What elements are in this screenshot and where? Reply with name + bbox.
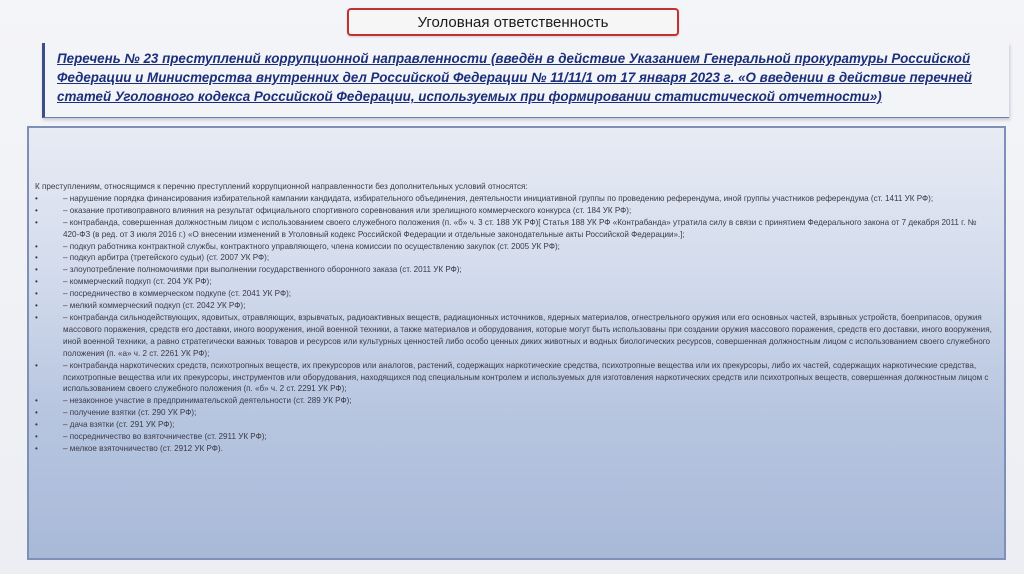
intro-text: К преступлениям, относящимся к перечню преступлений коррупционной направленности без дополнительных условий относятся: [35,182,528,191]
bullet-icon: • [35,432,38,442]
list-item [35,419,992,431]
header-panel [42,43,1009,118]
bullet-icon: • [35,217,38,227]
list-item [35,193,992,205]
list-item-text: – контрабанда, совершенная должностным лицом с использованием своего служебного положения (п. «б» ч. 3 ст. 188 УК РФ)[ Статья 188 УК РФ «Контрабанда» утратила силу в связи с принятием Федерального закона от 7 декабря 2011 г. № 420-ФЗ (в ред. от 3 июля 2016 г.) «О внесении изменений в Уголовный кодекс Российской Федерации и отдельные законодательные акты Российской Федерации».]; [63,217,977,239]
bullet-icon: • [35,241,38,251]
list-item [35,205,992,217]
list-item-text: – контрабанда наркотических средств, психотропных веществ, их прекурсоров или аналогов, растений, содержащих наркотические средства, психотропные вещества или их прекурсоры, либо их частей, содержащих наркотические средства, психотропные вещества или их прекурсоры, инструментов или оборудования, находящихся под специальным контролем и используемых для изготовления наркотических средств или психотропных веществ, совершенная должностным лицом с использованием своего служебного положения (п. «б» ч. 2 ст. 2291 УК РФ); [63,360,989,394]
list-item [35,407,992,419]
list-item-text: – злоупотребление полномочиями при выполнении государственного оборонного заказа (ст. 2011 УК РФ); [63,265,462,275]
list-item-text: – нарушение порядка финансирования избирательной кампании кандидата, избирательного объединения, деятельности инициативной группы по проведению референдума, иной группы участников референдума (ст. 1411 УК РФ); [63,193,934,203]
list-item-text: – контрабанда сильнодействующих, ядовитых, отравляющих, взрывчатых, радиоактивных веществ, радиационных источников, ядерных материалов, огнестрельного оружия или его основных частей, взрывных устройств, боеприпасов, оружия массового поражения, средств его доставки, иного вооружения, иной военной техники, а также материалов и оборудования, которые могут быть использованы при создании оружия массового поражения, средств его доставки, иного вооружения, иной военной техники, а равно стратегически важных товаров и ресурсов или культурных ценностей либо особо ценных диких животных и водных биологических ресурсов, совершенная должностным лицом с использованием своего служебного положения (п. «а» ч. 2 ст. 2261 УК РФ); [63,312,992,358]
bullet-icon: • [35,253,38,263]
list-item [35,431,992,443]
bullet-icon: • [35,420,38,430]
bullet-icon: • [35,265,38,275]
list-item-text: – мелкое взяточничество (ст. 2912 УК РФ). [63,443,223,453]
content-panel [27,126,1006,560]
list-item [35,241,992,253]
crime-list [35,181,992,455]
list-item-text: – посредничество во взяточничестве (ст. 2911 УК РФ); [63,432,267,442]
list-item [35,360,992,396]
bullet-icon: • [35,443,38,453]
list-item [35,312,992,360]
slide-title [347,8,679,36]
list-item-text: – подкуп работника контрактной службы, контрактного управляющего, члена комиссии по осуществлению закупок (ст. 2005 УК РФ); [63,241,560,251]
list-item-text: – оказание противоправного влияния на результат официального спортивного соревнования или зрелищного коммерческого конкурса (ст. 184 УК РФ); [63,205,632,215]
list-item-text: – незаконное участие в предпринимательской деятельности (ст. 289 УК РФ); [63,396,352,406]
list-item-text: – подкуп арбитра (третейского судьи) (ст. 2007 УК РФ); [63,253,270,263]
crime-items [35,193,992,455]
bullet-icon: • [35,205,38,215]
list-item-text: – коммерческий подкуп (ст. 204 УК РФ); [63,277,212,287]
list-item [35,252,992,264]
list-item [35,395,992,407]
bullet-icon: • [35,312,38,322]
list-item-text: – дача взятки (ст. 291 УК РФ); [63,420,175,430]
list-item [35,276,992,288]
bullet-icon: • [35,396,38,406]
list-item-text: – мелкий коммерческий подкуп (ст. 2042 УК РФ); [63,301,246,311]
bullet-icon: • [35,360,38,370]
list-item [35,264,992,276]
bullet-icon: • [35,193,38,203]
list-item [35,288,992,300]
list-item-text: – посредничество в коммерческом подкупе (ст. 2041 УК РФ); [63,289,292,299]
slide-title-text: Уголовная ответственность [417,13,609,31]
list-item [35,300,992,312]
bullet-icon: • [35,289,38,299]
list-heading: Перечень № 23 преступлений коррупционной направленности (введён в действие Указанием Генеральной прокуратуры Российской Федерации и Министерства внутренних дел Российской Федерации № 11/11/1 от 17 января 2023 г. «О введении в действие перечней статей Уголовного кодекса Российской Федерации, используемых при формировании статистической отчетности») [57,51,972,104]
bullet-icon: • [35,408,38,418]
list-item [35,217,992,241]
bullet-icon: • [35,277,38,287]
list-item [35,443,992,455]
bullet-icon: • [35,301,38,311]
list-item-text: – получение взятки (ст. 290 УК РФ); [63,408,197,418]
